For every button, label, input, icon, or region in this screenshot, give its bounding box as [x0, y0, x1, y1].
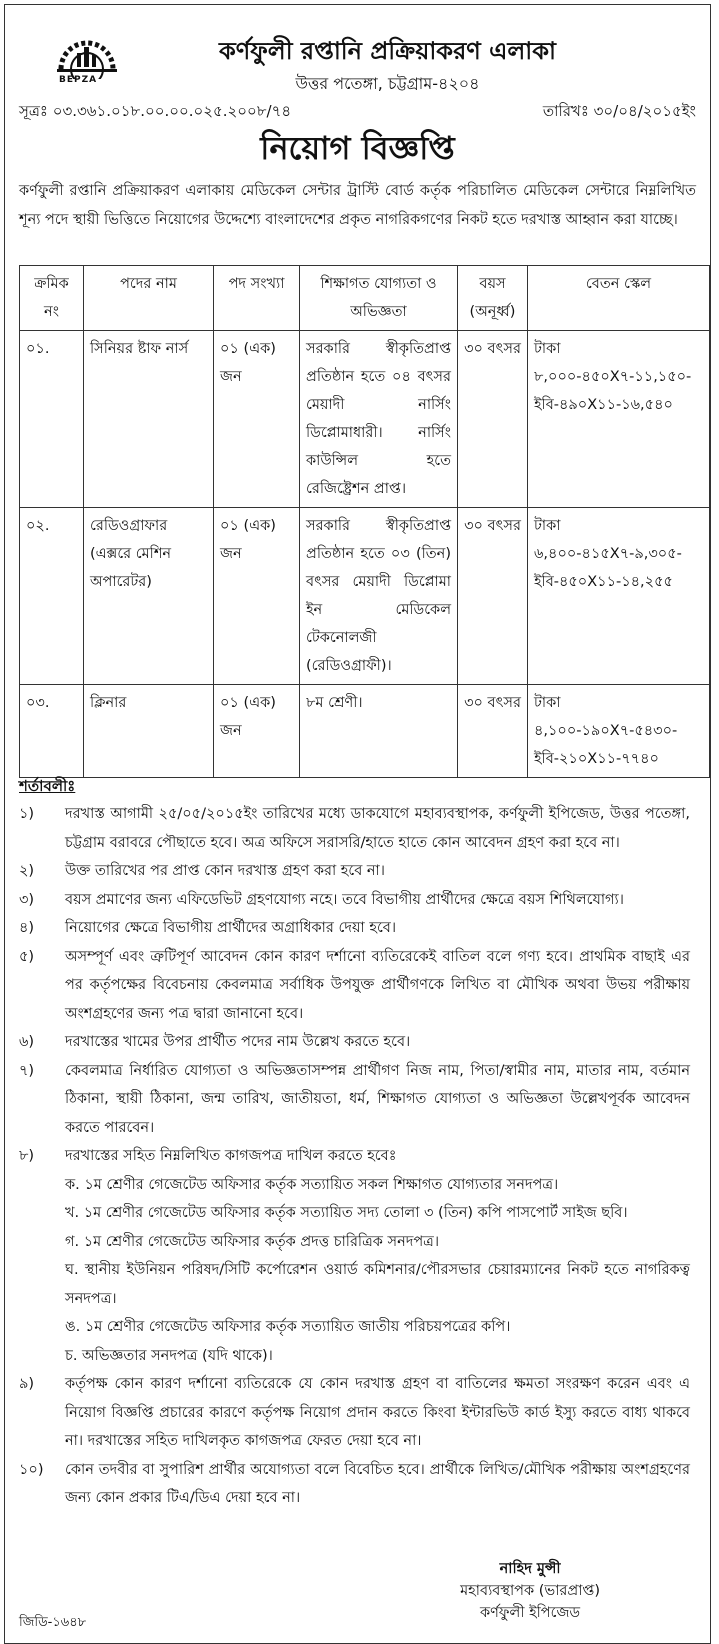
condition-number: ১০): [19, 1461, 44, 1478]
condition-number: ৪): [19, 920, 35, 936]
row-count: ০১ (এক) জন: [214, 508, 300, 685]
condition-text: নিয়োগের ক্ষেত্রে বিভাগীয় প্রার্থীদের অগ্রাধিকার দেয়া হবে।: [65, 920, 397, 936]
condition-number: ৯): [19, 1376, 35, 1392]
condition-number: ৮): [19, 1148, 35, 1164]
row-qualification: সরকারি স্বীকৃতিপ্রাপ্ত প্রতিষ্ঠান হতে ০৩ (তিন) বৎসর মেয়াদী ডিপ্লোমা ইন মেডিকেল টেকনোলজী (রেডিওগ্রাফী)।: [300, 508, 458, 685]
header-count: পদ সংখ্যা: [214, 266, 300, 331]
posts-table: [19, 265, 710, 778]
signatory-designation: মহাব্যবস্থাপক (ভারপ্রাপ্ত): [460, 1583, 600, 1599]
row-count: ০১ (এক) জন: [214, 685, 300, 778]
condition-number: ৩): [19, 891, 35, 908]
signatory-office: কর্ণফুলী ইপিজেড: [480, 1605, 581, 1621]
row-qualification: সরকারি স্বীকৃতিপ্রাপ্ত প্রতিষ্ঠান হতে ০৪ বৎসর মেয়াদী নার্সিং ডিপ্লোমাধারী। নার্সিং কাউন্সিল হতে রেজিষ্ট্রেশন প্রাপ্ত।: [300, 331, 458, 508]
list-item: [19, 886, 690, 915]
memo-number: সূত্রঃ ০৩.৩৬১.০১৮.০০.০০.০২৫.২০০৮/৭৪: [19, 102, 292, 120]
row-age: ৩০ বৎসর: [458, 508, 528, 685]
list-item: [19, 1456, 690, 1513]
org-title: কর্ণফুলী রপ্তানি প্রক্রিয়াকরণ এলাকা: [218, 37, 557, 65]
condition-text: উক্ত তারিখের পর প্রাপ্ত কোন দরখাস্ত গ্রহণ করা হবে না।: [65, 863, 385, 879]
list-item: [19, 1057, 690, 1143]
condition-text: বয়স প্রমাণের জন্য এফিডেভিট গ্রহণযোগ্য নহে। তবে বিভাগীয় প্রার্থীদের ক্ষেত্রে বয়স শিথিলযোগ্য।: [65, 891, 624, 908]
signature-block: [460, 1558, 600, 1624]
row-post: সিনিয়র ষ্টাফ নার্স: [84, 331, 214, 508]
document-item: চ. অভিজ্ঞতার সনদপত্র (যদি থাকে)।: [65, 1347, 273, 1364]
document-item: ঙ. ১ম শ্রেণীর গেজেটেড অফিসার কর্তৃক সত্যায়িত জাতীয় পরিচয়পত্রের কপি।: [65, 1319, 511, 1335]
header-age: বয়স (অনূর্ধ্ব): [458, 266, 528, 331]
table-header-row: [20, 266, 710, 331]
header-qualification: শিক্ষাগত যোগ্যতা ও অভিজ্ঞতা: [300, 266, 458, 331]
intro-paragraph: কর্ণফুলী রপ্তানি প্রক্রিয়াকরণ এলাকায় মেডিকেল সেন্টার ট্রাস্টি বোর্ড কর্তৃক পরিচালিত মেডিকেল সেন্টারে নিম্নলিখিত শূন্য পদে স্থায়ী ভিত্তিতে নিয়োগের উদ্দেশ্যে বাংলাদেশের প্রকৃত নাগরিকগণের নিকট হতে দরখাস্ত আহ্বান করা যাচ্ছে।: [19, 183, 696, 228]
notice-page: [4, 4, 711, 1644]
row-qualification: ৮ম শ্রেণী।: [300, 685, 458, 778]
row-serial: ০২.: [20, 508, 84, 685]
list-item: [19, 1028, 690, 1057]
condition-text: অসম্পূর্ণ এবং ত্রুটিপূর্ণ আবেদন কোন কারণ দর্শানো ব্যতিরেকেই বাতিল বলে গণ্য হবে। প্রাথমিক বাছাই এর পর কর্তৃপক্ষের বিবেচনায় কেবলমাত্র সর্বাধিক উপযুক্ত প্রার্থীগণকে লিখিত বা মৌখিক অথবা উভয় পরীক্ষায় অংশগ্রহণের জন্য পত্র দ্বারা জানানো হবে।: [65, 948, 690, 1022]
table-row: [20, 685, 710, 778]
conditions-list: [19, 800, 690, 1513]
row-serial: ০১.: [20, 331, 84, 508]
condition-text: কোন তদবীর বা সুপারিশ প্রার্থীর অযোগ্যতা বলে বিবেচিত হবে। প্রার্থীকে লিখিত/মৌখিক পরীক্ষায় অংশগ্রহণের জন্য কোন প্রকার টিএ/ডিএ দেয়া হবে না।: [65, 1461, 690, 1506]
row-post: ক্লিনার: [84, 685, 214, 778]
header-serial: ক্রমিক নং: [20, 266, 84, 331]
notice-date: তারিখঃ ৩০/০৪/২০১৫ইং: [542, 102, 696, 120]
org-address: উত্তর পতেঙ্গা, চট্টগ্রাম-৪২০৪: [295, 74, 480, 93]
condition-number: ৭): [19, 1062, 35, 1079]
condition-number: ১): [19, 806, 35, 822]
row-post: রেডিওগ্রাফার (এক্সরে মেশিন অপারেটর): [84, 508, 214, 685]
table-row: [20, 331, 710, 508]
row-salary: টাকা ৪,১০০-১৯০X৭-৫৪৩০-ইবি-২১০X১১-৭৭৪০: [528, 685, 710, 778]
document-item: ঘ. স্থানীয় ইউনিয়ন পরিষদ/সিটি কর্পোরেশন ওয়ার্ড কমিশনার/পৌরসভার চেয়ারম্যানের নিকট হতে নাগরিকত্ব সনদপত্র।: [65, 1262, 690, 1307]
header-post: পদের নাম: [84, 266, 214, 331]
notice-title: নিয়োগ বিজ্ঞপ্তি: [260, 129, 455, 167]
row-count: ০১ (এক) জন: [214, 331, 300, 508]
row-serial: ০৩.: [20, 685, 84, 778]
row-age: ৩০ বৎসর: [458, 331, 528, 508]
signatory-name: নাহিদ মুন্সী: [499, 1561, 561, 1577]
logo-text: BEPZA: [59, 75, 98, 85]
list-item: [19, 1370, 690, 1456]
condition-text: দরখাস্ত আগামী ২৫/০৫/২০১৫ইং তারিখের মধ্যে ডাকযোগে মহাব্যবস্থাপক, কর্ণফুলী ইপিজেড, উত্তর পতেঙ্গা, চট্টগ্রাম বরাবরে পৌছাতে হবে। অত্র অফিসে সরাসরি/হাতে হাতে কোন আবেদন গ্রহণ করা হবে না।: [65, 806, 690, 851]
header-salary: বেতন স্কেল: [528, 266, 710, 331]
conditions-title: শর্তাবলীঃ: [19, 777, 76, 795]
condition-text: [65, 1142, 690, 1370]
condition-8-intro: দরখাস্তের সহিত নিম্নলিখিত কাগজপত্র দাখিল করতে হবেঃ: [65, 1148, 397, 1164]
row-age: ৩০ বৎসর: [458, 685, 528, 778]
condition-text: দরখাস্তের খামের উপর প্রার্থীত পদের নাম উল্লেখ করতে হবে।: [65, 1034, 411, 1050]
row-salary: টাকা ৮,০০০-৪৫০X৭-১১,১৫০-ইবি-৪৯০X১১-১৬,৫৪০: [528, 331, 710, 508]
list-item: [19, 800, 690, 857]
gd-number: জিডি-১৬৪৮: [19, 1615, 87, 1630]
document-item: ক. ১ম শ্রেণীর গেজেটেড অফিসার কর্তৃক সত্যায়িত সকল শিক্ষাগত যোগ্যতার সনদপত্র।: [65, 1176, 559, 1193]
condition-number: ২): [19, 863, 35, 879]
row-salary: টাকা ৬,৪০০-৪১৫X৭-৯,৩০৫-ইবি-৪৫০X১১-১৪,২৫৫: [528, 508, 710, 685]
condition-text: কেবলমাত্র নির্ধারিত যোগ্যতা ও অভিজ্ঞতাসম্পন্ন প্রার্থীগণ নিজ নাম, পিতা/স্বামীর নাম, মাতার নাম, বর্তমান ঠিকানা, স্থায়ী ঠিকানা, জন্ম তারিখ, জাতীয়তা, ধর্ম, শিক্ষাগত যোগ্যতা ও অভিজ্ঞতা উল্লেখপূর্বক আবেদন করতে পারবেন।: [65, 1062, 690, 1136]
condition-number: ৫): [19, 948, 35, 965]
list-item: [19, 943, 690, 1029]
table-row: [20, 508, 710, 685]
condition-number: ৬): [19, 1034, 35, 1050]
list-item: [19, 914, 690, 943]
list-item: [19, 857, 690, 886]
document-item: গ. ১ম শ্রেণীর গেজেটেড অফিসার কর্তৃক প্রদত্ত চারিত্রিক সনদপত্র।: [65, 1233, 440, 1250]
list-item: [19, 1142, 690, 1370]
condition-text: কর্তৃপক্ষ কোন কারণ দর্শানো ব্যতিরেকে যে কোন দরখাস্ত গ্রহণ বা বাতিলের ক্ষমতা সংরক্ষণ করেন এবং এ নিয়োগ বিজ্ঞপ্তি প্রচারের কারণে কর্তৃপক্ষ নিয়োগ প্রদান করতে কিংবা ইন্টারভিউ কার্ড ইস্যু করতে বাধ্য থাকবে না। দরখাস্তের সহিত দাখিলকৃত কাগজপত্র ফেরত দেয়া হবে না।: [65, 1376, 690, 1449]
document-item: খ. ১ম শ্রেণীর গেজেটেড অফিসার কর্তৃক সত্যায়িত সদ্য তোলা ৩ (তিন) কপি পাসপোর্ট সাইজ ছবি।: [65, 1205, 628, 1221]
